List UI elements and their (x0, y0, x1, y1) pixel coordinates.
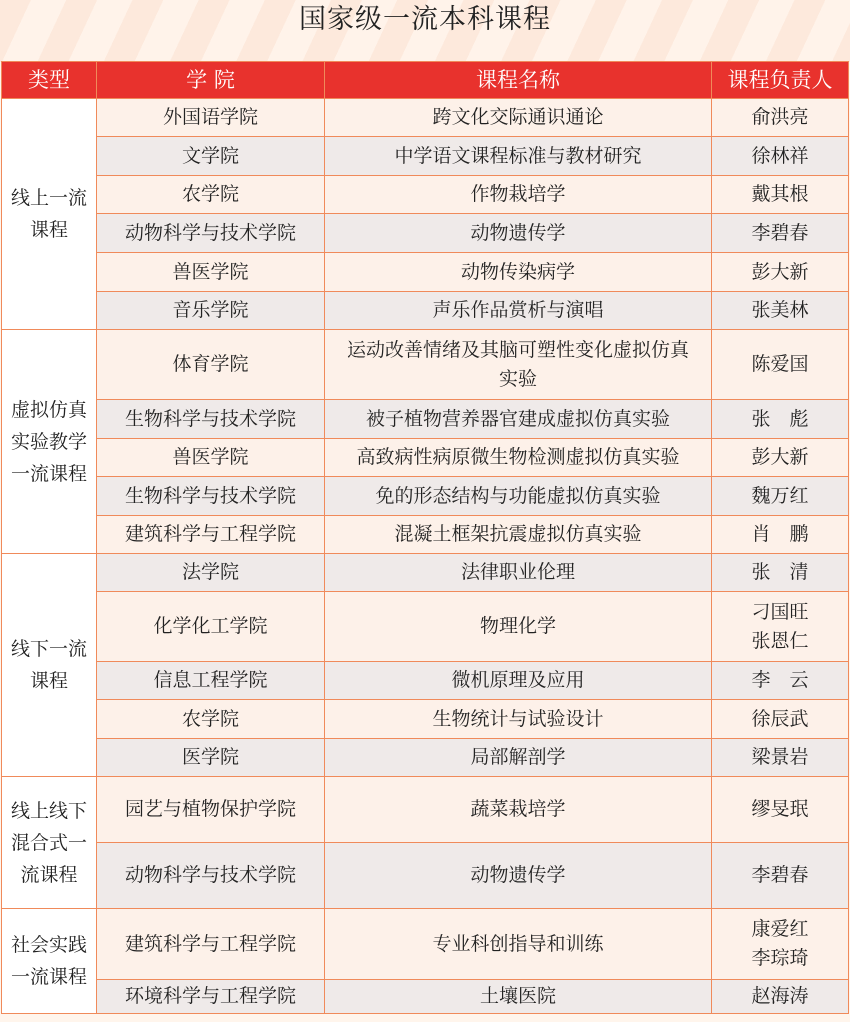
course-cell: 中学语文课程标准与教材研究 (325, 137, 712, 176)
category-cell: 线下一流课程 (2, 554, 97, 777)
table-row (2, 777, 849, 843)
leader-cell: 梁景岩 (712, 739, 849, 777)
course-cell: 物理化学 (325, 592, 712, 662)
college-cell: 化学化工学院 (97, 592, 325, 662)
leader-cell: 戴其根 (712, 176, 849, 214)
leader-cell: 李碧春 (712, 214, 849, 253)
table-row (2, 843, 849, 909)
leader-cell: 张 彪 (712, 400, 849, 439)
college-cell: 生物科学与技术学院 (97, 400, 325, 439)
leader-cell: 陈爱国 (712, 330, 849, 400)
college-cell: 法学院 (97, 554, 325, 592)
college-cell: 音乐学院 (97, 292, 325, 330)
category-cell: 线上一流课程 (2, 99, 97, 330)
course-cell: 免的形态结构与功能虚拟仿真实验 (325, 477, 712, 516)
table-row (2, 214, 849, 253)
leader-cell: 徐辰武 (712, 700, 849, 739)
category-cell: 虚拟仿真实验教学一流课程 (2, 330, 97, 554)
table-row (2, 516, 849, 554)
leader-cell: 康爱红 李琮琦 (712, 909, 849, 980)
college-cell: 兽医学院 (97, 439, 325, 477)
header-course-name: 课程名称 (325, 62, 712, 99)
table-row (2, 739, 849, 777)
course-cell: 局部解剖学 (325, 739, 712, 777)
table-row (2, 662, 849, 700)
table-row (2, 330, 849, 400)
table-row (2, 554, 849, 592)
college-cell: 动物科学与技术学院 (97, 214, 325, 253)
college-cell: 文学院 (97, 137, 325, 176)
table-body (2, 99, 849, 1014)
college-cell: 农学院 (97, 176, 325, 214)
table-row (2, 292, 849, 330)
page-title: 国家级一流本科课程 (299, 4, 551, 35)
leader-cell: 肖 鹏 (712, 516, 849, 554)
table-row (2, 176, 849, 214)
college-cell: 动物科学与技术学院 (97, 843, 325, 909)
course-cell: 运动改善情绪及其脑可塑性变化虚拟仿真实验 (325, 330, 712, 400)
table-row (2, 439, 849, 477)
college-cell: 外国语学院 (97, 99, 325, 137)
leader-cell: 彭大新 (712, 439, 849, 477)
leader-cell: 徐林祥 (712, 137, 849, 176)
course-cell: 蔬菜栽培学 (325, 777, 712, 843)
course-cell: 微机原理及应用 (325, 662, 712, 700)
course-cell: 生物统计与试验设计 (325, 700, 712, 739)
course-cell: 动物遗传学 (325, 843, 712, 909)
leader-cell: 李碧春 (712, 843, 849, 909)
leader-cell: 魏万红 (712, 477, 849, 516)
leader-cell: 刁国旺 张恩仁 (712, 592, 849, 662)
table-row (2, 700, 849, 739)
college-cell: 信息工程学院 (97, 662, 325, 700)
course-cell: 混凝土框架抗震虚拟仿真实验 (325, 516, 712, 554)
leader-cell: 张 清 (712, 554, 849, 592)
leader-cell: 彭大新 (712, 253, 849, 292)
table-row (2, 477, 849, 516)
leader-cell: 缪旻珉 (712, 777, 849, 843)
header-leader: 课程负责人 (712, 62, 849, 99)
course-cell: 作物栽培学 (325, 176, 712, 214)
header-type: 类型 (2, 62, 97, 99)
leader-cell: 俞洪亮 (712, 99, 849, 137)
course-cell: 跨文化交际通识通论 (325, 99, 712, 137)
course-cell: 高致病性病原微生物检测虚拟仿真实验 (325, 439, 712, 477)
course-cell: 土壤医院 (325, 980, 712, 1014)
college-cell: 园艺与植物保护学院 (97, 777, 325, 843)
college-cell: 兽医学院 (97, 253, 325, 292)
course-cell: 动物遗传学 (325, 214, 712, 253)
course-cell: 动物传染病学 (325, 253, 712, 292)
table-row (2, 99, 849, 137)
college-cell: 体育学院 (97, 330, 325, 400)
leader-cell: 赵海涛 (712, 980, 849, 1014)
college-cell: 建筑科学与工程学院 (97, 516, 325, 554)
course-cell: 被子植物营养器官建成虚拟仿真实验 (325, 400, 712, 439)
table-row (2, 253, 849, 292)
table-header-row (2, 62, 849, 99)
leader-cell: 李 云 (712, 662, 849, 700)
college-cell: 建筑科学与工程学院 (97, 909, 325, 980)
table-row (2, 592, 849, 662)
college-cell: 生物科学与技术学院 (97, 477, 325, 516)
course-cell: 法律职业伦理 (325, 554, 712, 592)
college-cell: 环境科学与工程学院 (97, 980, 325, 1014)
course-cell: 专业科创指导和训练 (325, 909, 712, 980)
course-table (1, 61, 849, 1014)
leader-cell: 张美林 (712, 292, 849, 330)
table-row (2, 400, 849, 439)
category-cell: 线上线下混合式一流课程 (2, 777, 97, 909)
college-cell: 医学院 (97, 739, 325, 777)
table-row (2, 980, 849, 1014)
table-row (2, 137, 849, 176)
course-cell: 声乐作品赏析与演唱 (325, 292, 712, 330)
category-cell: 社会实践一流课程 (2, 909, 97, 1014)
header-college: 学 院 (97, 62, 325, 99)
table-row (2, 909, 849, 980)
college-cell: 农学院 (97, 700, 325, 739)
